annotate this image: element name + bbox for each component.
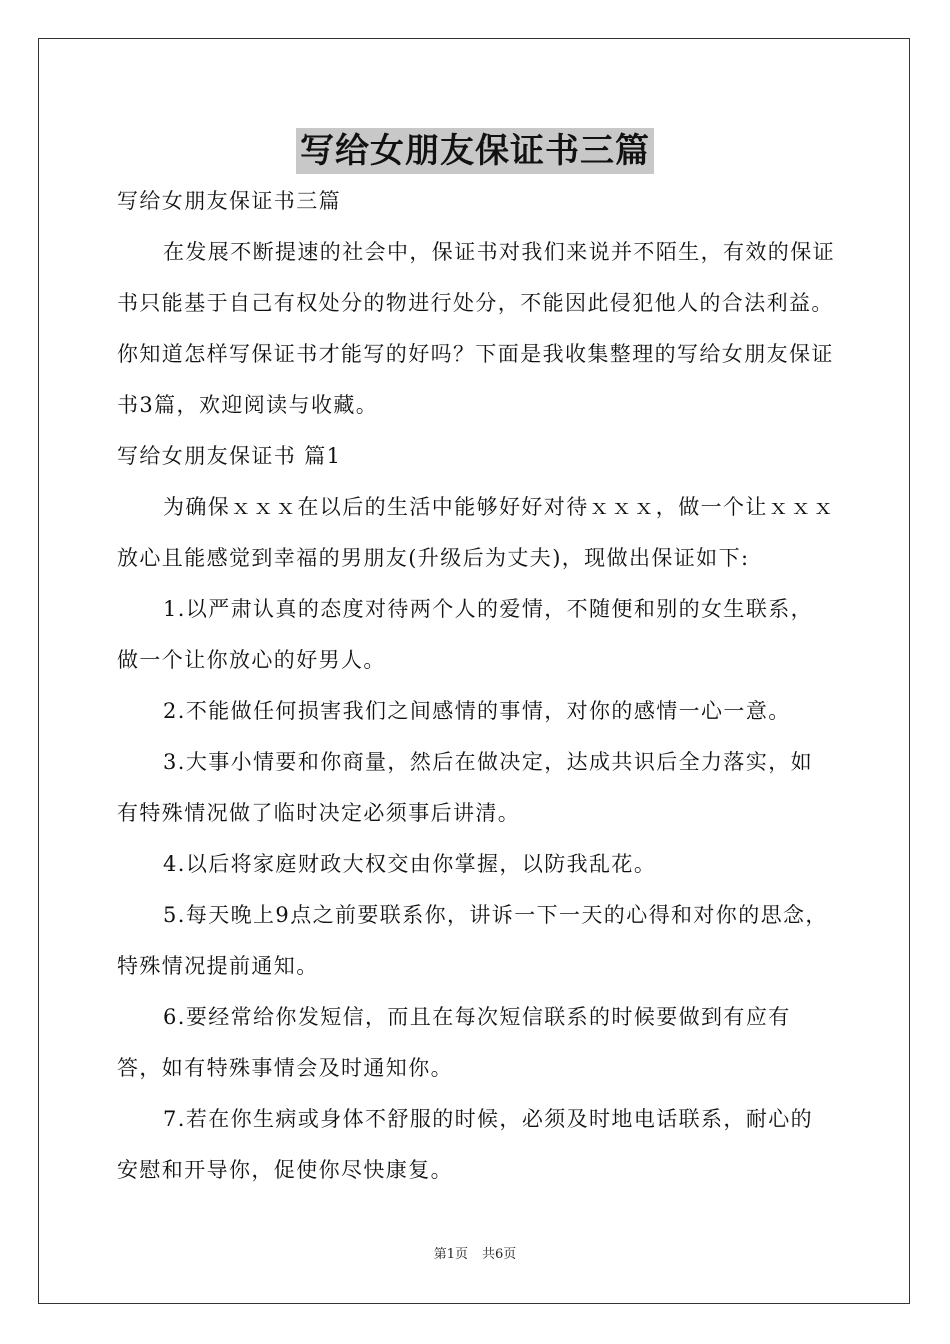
pledge-item: 7.若在你生病或身体不舒服的时候，必须及时地电话联系，耐心的安慰和开导你，促使你尽快康复。 [117, 1107, 814, 1182]
page-number-current: 第1页 [433, 1247, 468, 1262]
document-title: 写给女朋友保证书三篇 [296, 128, 654, 174]
document-subtitle: 写给女朋友保证书三篇 [117, 189, 341, 213]
intro-paragraph: 在发展不断提速的社会中，保证书对我们来说并不陌生，有效的保证书只能基于自己有权处分的物进行处分，不能因此侵犯他人的合法利益。你知道怎样写保证书才能写的好吗？下面是我收集整理的写给女朋友保证书3篇，欢迎阅读与收藏。 [117, 240, 835, 417]
pledge-item: 1.以严肃认真的态度对待两个人的爱情，不随便和别的女生联系，做一个让你放心的好男人。 [117, 597, 814, 672]
pledge-item: 4.以后将家庭财政大权交由你掌握，以防我乱花。 [163, 852, 657, 876]
pledge-intro: 为确保ｘｘｘ在以后的生活中能够好好对待ｘｘｘ，做一个让ｘｘｘ放心且能感觉到幸福的男朋友(升级后为丈夫)，现做出保证如下: [117, 495, 835, 570]
pledge-item: 6.要经常给你发短信，而且在每次短信联系的时候要做到有应有答，如有特殊事情会及时通知你。 [117, 1005, 791, 1080]
title-container [0, 128, 950, 174]
document-body [117, 176, 835, 1196]
pledge-item: 3.大事小情要和你商量，然后在做决定，达成共识后全力落实，如有特殊情况做了临时决定必须事后讲清。 [117, 750, 814, 825]
section-heading: 写给女朋友保证书 篇1 [117, 444, 342, 468]
page-footer [0, 1246, 950, 1264]
pledge-item: 2.不能做任何损害我们之间感情的事情，对你的感情一心一意。 [163, 699, 791, 723]
page-number-total: 共6页 [482, 1247, 517, 1262]
pledge-item: 5.每天晚上9点之前要联系你，讲诉一下一天的心得和对你的思念，特殊情况提前通知。 [117, 903, 828, 978]
